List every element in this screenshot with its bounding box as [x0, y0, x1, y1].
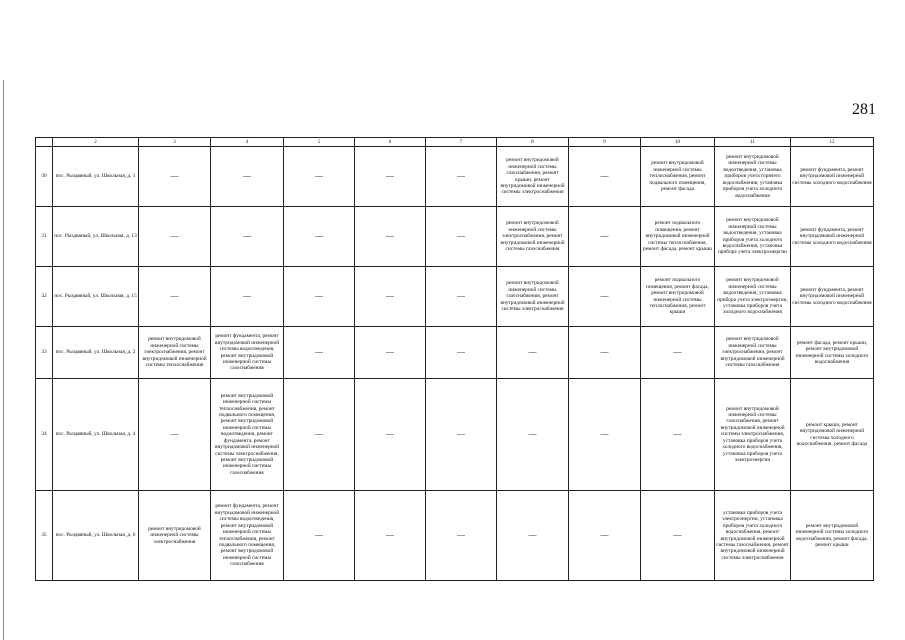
row-number: 34 [36, 379, 53, 491]
address-cell: пос. Рыздвяный, ул. Школьная, д. 1 [53, 147, 139, 207]
works-cell: ремонт внутридомовой инженерной системы электроснабжения, ремонт внутридомовой инженерной системы теплоснабжения [139, 327, 211, 379]
empty-cell: — [497, 379, 569, 491]
empty-cell: — [284, 207, 355, 267]
repair-schedule-table [35, 137, 874, 581]
works-cell: ремонт внутридомовой инженерной системы газоснабжения, ремонт внутридомовой инженерной системы электроснабжения, установка приборов учета холодного водоснабжения, установка приборов учета электроэнергии [715, 379, 791, 491]
empty-cell: — [497, 327, 569, 379]
works-cell: ремонт фундамента, ремонт внутридомовой инженерной системы водоотведения, ремонт внутридомовой инженерной системы теплоснабжения, ремонт подвального помещения, ремонт внутридомовой инженерной системы газоснабжения [211, 491, 284, 581]
row-number: 35 [36, 491, 53, 581]
empty-cell: — [355, 147, 426, 207]
empty-cell: — [641, 379, 715, 491]
works-cell: ремонт внутридомовой инженерной системы электроснабжения, ремонт внутридомовой инженерной системы газоснабжения [497, 207, 569, 267]
works-cell: ремонт внутридомовой инженерной системы водоотведения, установка приборов учета горячего водоснабжения, установка приборов учета холодного водоснабжения [715, 147, 791, 207]
works-cell: ремонт крыши, ремонт внутридомовой инженерной системы холодного водоснабжения, ремонт фасада [791, 379, 874, 491]
scan-edge-line [3, 80, 4, 640]
column-header: 4 [211, 138, 284, 147]
empty-cell: — [641, 327, 715, 379]
table-row [36, 379, 874, 491]
address-cell: пос. Рыздвяный, ул. Школьная, д. 13 [53, 207, 139, 267]
empty-cell: — [211, 267, 284, 327]
empty-cell: — [426, 491, 497, 581]
works-cell: установка приборов учета электроэнергии, установка приборов учета холодного водоснабжения, ремонт внутридомовой инженерной системы газоснабжения, ремонт внутридомовой инженерной системы электроснабжения [715, 491, 791, 581]
empty-cell: — [426, 379, 497, 491]
works-cell: ремонт подвального помещения, ремонт фасада, ремонт внутридомовой инженерной системы теплоснабжения, ремонт крыши [641, 267, 715, 327]
empty-cell: — [139, 147, 211, 207]
empty-cell: — [426, 327, 497, 379]
empty-cell: — [426, 207, 497, 267]
column-header: 8 [497, 138, 569, 147]
empty-cell: — [569, 147, 641, 207]
column-header: 11 [715, 138, 791, 147]
empty-cell: — [355, 491, 426, 581]
works-cell: ремонт внутридомовой инженерной системы электроснабжения, ремонт внутридомовой инженерной системы газоснабжения [715, 327, 791, 379]
table-row [36, 207, 874, 267]
works-cell: ремонт фасада, ремонт крыши, ремонт внутридомовой инженерной системы холодного водоснабжения [791, 327, 874, 379]
works-cell: ремонт внутридомовой инженерной системы электроснабжения [139, 491, 211, 581]
works-cell: ремонт внутридомовой инженерной системы газоснабжения, ремонт крыши, ремонт внутридомовой инженерной системы электроснабжения [497, 147, 569, 207]
column-header: 10 [641, 138, 715, 147]
works-cell: ремонт внутридомовой инженерной системы теплоснабжения, ремонт подвального помещения, ремонт фасада [641, 147, 715, 207]
table-row [36, 147, 874, 207]
empty-cell: — [284, 491, 355, 581]
empty-cell: — [569, 379, 641, 491]
column-header: 6 [355, 138, 426, 147]
address-cell: пос. Рыздвяный, ул. Школьная, д. 15 [53, 267, 139, 327]
empty-cell: — [211, 147, 284, 207]
empty-cell: — [355, 267, 426, 327]
empty-cell: — [569, 491, 641, 581]
table-row [36, 327, 874, 379]
empty-cell: — [284, 267, 355, 327]
empty-cell: — [139, 379, 211, 491]
works-cell: ремонт фундамента, ремонт внутридомовой инженерной системы холодного водоснабжения [791, 267, 874, 327]
empty-cell: — [355, 327, 426, 379]
empty-cell: — [139, 267, 211, 327]
empty-cell: — [355, 207, 426, 267]
empty-cell: — [569, 267, 641, 327]
empty-cell: — [569, 207, 641, 267]
works-cell: ремонт подвального помещения, ремонт внутридомовой инженерной системы теплоснабжения, ремонт фасада, ремонт крыши [641, 207, 715, 267]
works-cell: ремонт внутридомовой инженерной системы холодного водоснабжения, ремонт фасада, ремонт крыши [791, 491, 874, 581]
empty-cell: — [426, 147, 497, 207]
works-cell: ремонт фундамента, ремонт внутридомовой инженерной системы холодного водоснабжения [791, 147, 874, 207]
works-cell: ремонт фундамента, ремонт внутридомовой инженерной системы холодного водоснабжения [791, 207, 874, 267]
works-cell: ремонт фундамента, ремонт внутридомовой инженерной системы водоотведения, ремонт внутридомовой инженерной системы газоснабжения [211, 327, 284, 379]
page-number: 281 [852, 101, 876, 118]
works-cell: ремонт внутридомовой инженерной системы водоотведения, установка приборов учета холодного водоснабжения, установка прибора учета электроэнергии [715, 207, 791, 267]
column-header: 7 [426, 138, 497, 147]
row-number: 30 [36, 147, 53, 207]
empty-cell: — [426, 267, 497, 327]
empty-cell: — [284, 379, 355, 491]
works-cell: ремонт внутридомовой инженерной системы газоснабжения, ремонт внутридомовой инженерной системы электроснабжения [497, 267, 569, 327]
column-header: 12 [791, 138, 874, 147]
empty-cell: — [211, 207, 284, 267]
empty-cell: — [641, 491, 715, 581]
address-cell: пос. Рыздвяный, ул. Школьная, д. 2 [53, 327, 139, 379]
row-number: 31 [36, 207, 53, 267]
empty-cell: — [284, 327, 355, 379]
empty-cell: — [497, 491, 569, 581]
empty-cell: — [284, 147, 355, 207]
row-number: 33 [36, 327, 53, 379]
table-row [36, 491, 874, 581]
column-number-row [36, 138, 874, 147]
empty-cell: — [569, 327, 641, 379]
address-cell: пос. Рыздвяный, ул. Школьная, д. 6 [53, 491, 139, 581]
column-header [36, 138, 53, 147]
empty-cell: — [355, 379, 426, 491]
column-header: 5 [284, 138, 355, 147]
column-header: 2 [53, 138, 139, 147]
column-header: 3 [139, 138, 211, 147]
column-header: 9 [569, 138, 641, 147]
works-cell: ремонт внутридомовой инженерной системы водоотведения, установка прибора учета электроэнергии, установка приборов учета холодного водоснабжения [715, 267, 791, 327]
table-row [36, 267, 874, 327]
empty-cell: — [139, 207, 211, 267]
row-number: 32 [36, 267, 53, 327]
address-cell: пос. Рыздвяный, ул. Школьная, д. 4 [53, 379, 139, 491]
works-cell: ремонт внутридомовой инженерной системы теплоснабжения, ремонт подвального помещения, ремонт внутридомовой инженерной системы водоотведения, ремонт фундамента, ремонт внутридомовой инженерной системы электроснабжения, ремонт внутридомовой инженерной системы газоснабжения [211, 379, 284, 491]
